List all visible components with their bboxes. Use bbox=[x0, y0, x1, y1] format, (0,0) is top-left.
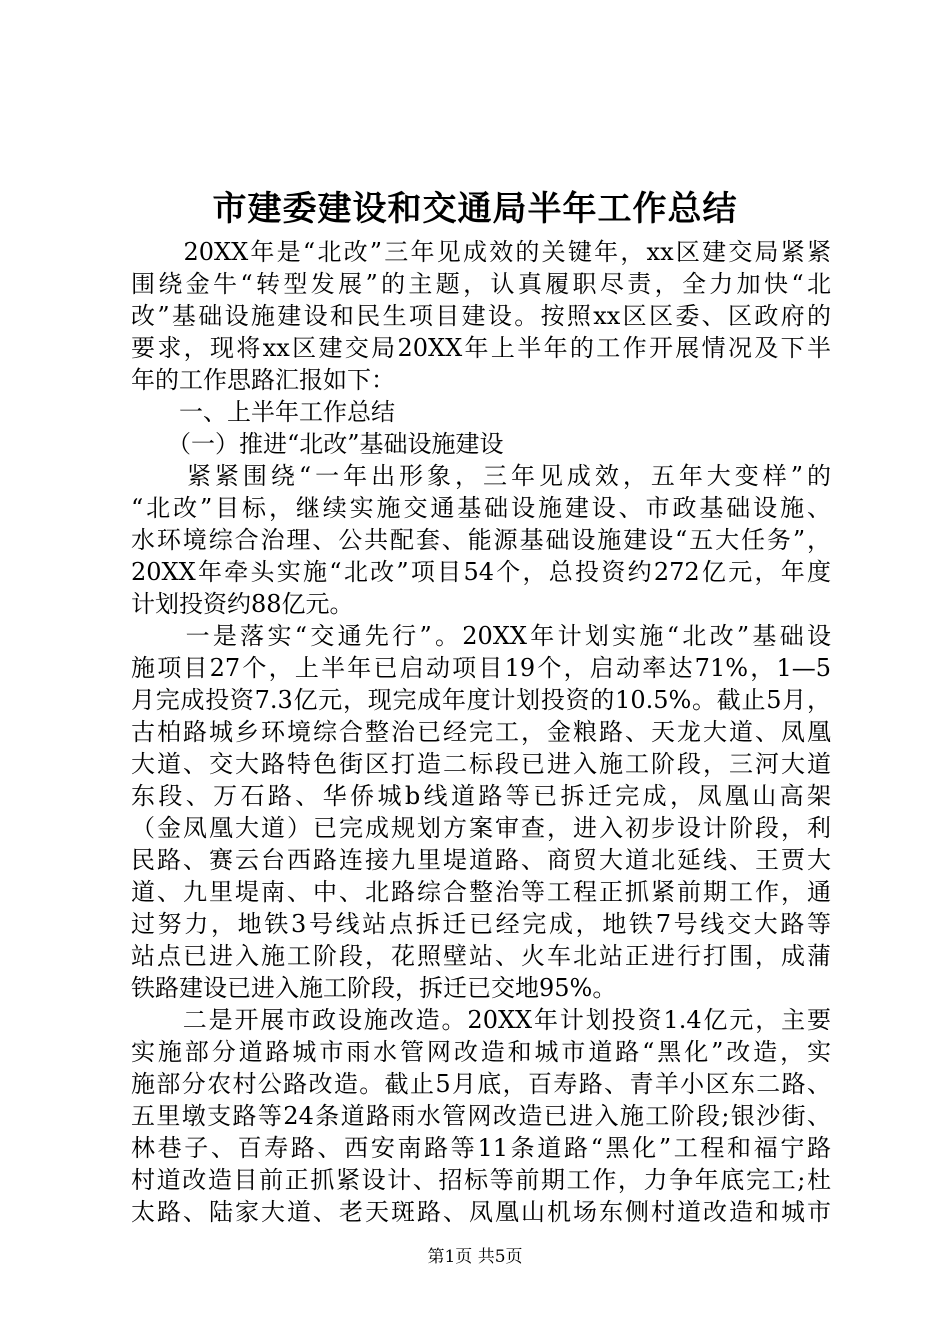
text-line: 铁路建设已进入施工阶段，拆迁已交地95%。 bbox=[131, 974, 617, 1002]
text-line: 围绕金牛“转型发展”的主题，认真履职尽责，全力加快“北 bbox=[131, 270, 831, 298]
text-line: 东段、万石路、华侨城b线道路等已拆迁完成，凤凰山高架 bbox=[131, 782, 831, 810]
text-line: 二是开展市政设施改造。20XX年计划投资1.4亿元，主要 bbox=[131, 1006, 831, 1034]
text-line: 年的工作思路汇报如下： bbox=[131, 366, 395, 394]
text-line: 要求，现将xx区建交局20XX年上半年的工作开展情况及下半 bbox=[131, 334, 831, 362]
document-title: 市建委建设和交通局半年工作总结 bbox=[212, 189, 738, 229]
text-line: 民路、赛云台西路连接九里堤道路、商贸大道北延线、王贾大 bbox=[131, 846, 831, 874]
text-line: 一、上半年工作总结 bbox=[131, 398, 395, 426]
text-line: （一）推进“北改”基础设施建设 bbox=[131, 430, 504, 458]
text-line: 施项目27个，上半年已启动项目19个，启动率达71%，1—5 bbox=[131, 654, 831, 682]
text-line: 实施部分道路城市雨水管网改造和城市道路“黑化”改造，实 bbox=[131, 1038, 831, 1066]
document-body bbox=[131, 236, 831, 1228]
text-line: 大道、交大路特色街区打造二标段已进入施工阶段，三河大道 bbox=[131, 750, 831, 778]
text-line: 站点已进入施工阶段，花照壁站、火车北站正进行打围，成蒲 bbox=[131, 942, 831, 970]
text-line: 20XX年是“北改”三年见成效的关键年，xx区建交局紧紧 bbox=[131, 238, 831, 266]
text-line: 村道改造目前正抓紧设计、招标等前期工作，力争年底完工;杜 bbox=[131, 1166, 831, 1194]
text-line: 一是落实“交通先行”。20XX年计划实施“北改”基础设 bbox=[131, 622, 831, 650]
text-line: （金凤凰大道）已完成规划方案审查，进入初步设计阶段，利 bbox=[131, 814, 831, 842]
text-line: 古柏路城乡环境综合整治已经完工，金粮路、天龙大道、凤凰 bbox=[131, 718, 831, 746]
text-line: 紧紧围绕“一年出形象，三年见成效，五年大变样”的 bbox=[131, 462, 831, 490]
text-line: 改”基础设施建设和民生项目建设。按照xx区区委、区政府的 bbox=[131, 302, 831, 330]
text-line: 月完成投资7.3亿元，现完成年度计划投资的10.5%。截止5月， bbox=[131, 686, 831, 714]
text-line: 五里墩支路等24条道路雨水管网改造已进入施工阶段;银沙街、 bbox=[131, 1102, 831, 1130]
text-line: 施部分农村公路改造。截止5月底，百寿路、青羊小区东二路、 bbox=[131, 1070, 831, 1098]
text-line: 太路、陆家大道、老天斑路、凤凰山机场东侧村道改造和城市 bbox=[131, 1198, 831, 1226]
text-line: 过努力，地铁3号线站点拆迁已经完成，地铁7号线交大路等 bbox=[131, 910, 831, 938]
text-line: 20XX年牵头实施“北改”项目54个，总投资约272亿元，年度 bbox=[131, 558, 831, 586]
page-footer: 第1页 共5页 bbox=[427, 1247, 523, 1267]
text-line: 水环境综合治理、公共配套、能源基础设施建设“五大任务”， bbox=[131, 526, 831, 554]
text-line: 道、九里堤南、中、北路综合整治等工程正抓紧前期工作，通 bbox=[131, 878, 831, 906]
text-line: “北改”目标，继续实施交通基础设施建设、市政基础设施、 bbox=[131, 494, 831, 522]
text-line: 林巷子、百寿路、西安南路等11条道路“黑化”工程和福宁路 bbox=[131, 1134, 831, 1162]
text-line: 计划投资约88亿元。 bbox=[131, 590, 354, 618]
